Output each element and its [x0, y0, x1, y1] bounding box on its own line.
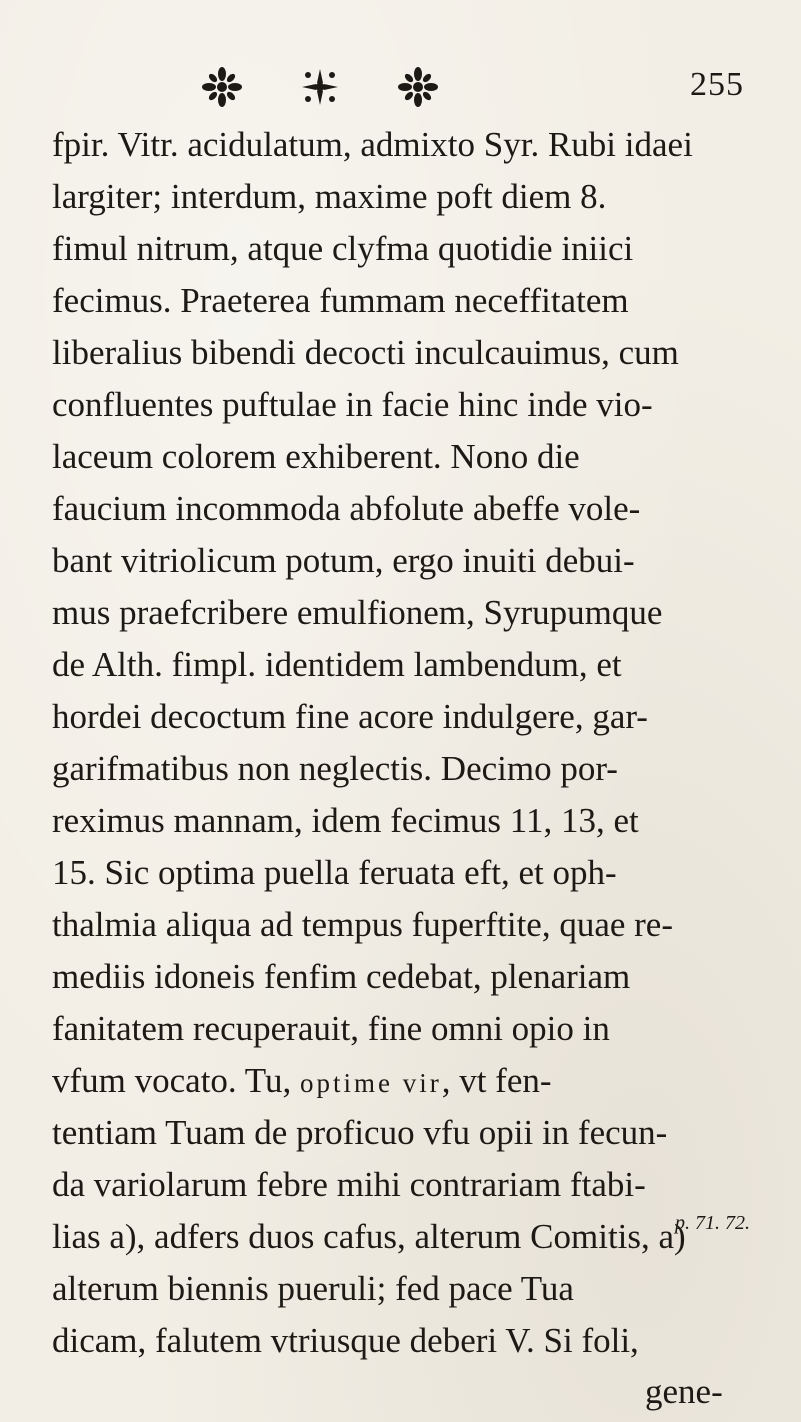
text-line: fpir. Vitr. acidulatum, admixto Syr. Rubi idaei [52, 125, 693, 164]
text-line: garifmatibus non neglectis. Decimo por- [52, 749, 618, 788]
star-ornament-icon [298, 65, 342, 109]
text-line: mus praefcribere emulfionem, Syrupumque [52, 593, 663, 632]
header-ornaments [200, 62, 440, 112]
text-line: faucium incommoda abfolute abeffe vole- [52, 489, 641, 528]
text-line: hordei decoctum fine acore indulgere, gar- [52, 697, 648, 736]
text-line: reximus mannam, idem fecimus 11, 13, et [52, 801, 639, 840]
running-header [0, 62, 801, 112]
text-line: laceum colorem exhiberent. Nono die [52, 437, 580, 476]
small-caps-address: optime vir [299, 1068, 442, 1098]
text-line: alterum biennis pueruli; fed pace Tua [52, 1269, 574, 1308]
page-number: 255 [690, 66, 744, 103]
text-line: bant vitriolicum potum, ergo inuiti debui- [52, 541, 635, 580]
text-segment: , vt fen- [441, 1061, 552, 1100]
text-line: liberalius bibendi decocti inculcauimus, cum [52, 333, 679, 372]
text-line: de Alth. fimpl. identidem lambendum, et [52, 645, 622, 684]
text-line: confluentes puftulae in facie hinc inde vio- [52, 385, 653, 424]
text-line: fimul nitrum, atque clyfma quotidie iniici [52, 229, 634, 268]
text-line: tentiam Tuam de proficuo vfu opii in fecun- [52, 1113, 668, 1152]
text-line [52, 1061, 552, 1101]
text-line: lias a), adfers duos cafus, alterum Comitis, a) [52, 1217, 686, 1256]
text-line: fanitatem recuperauit, fine omni opio in [52, 1009, 610, 1048]
floral-ornament-icon [200, 65, 244, 109]
catchword: gene- [645, 1372, 723, 1411]
text-segment: vfum vocato. Tu, [52, 1061, 300, 1100]
text-line: thalmia aliqua ad tempus fuperftite, quae re- [52, 905, 673, 944]
text-line: da variolarum febre mihi contrariam ftabi- [52, 1165, 646, 1204]
text-line: 15. Sic optima puella feruata eft, et oph- [52, 853, 617, 892]
text-line: mediis idoneis fenfim cedebat, plenariam [52, 957, 631, 996]
text-line: dicam, falutem vtriusque deberi V. Si foli, [52, 1321, 639, 1360]
margin-note: p. 71. 72. [675, 1212, 750, 1234]
text-line: largiter; interdum, maxime poft diem 8. [52, 177, 607, 216]
text-line: fecimus. Praeterea fummam neceffitatem [52, 281, 629, 320]
floral-ornament-icon [396, 65, 440, 109]
